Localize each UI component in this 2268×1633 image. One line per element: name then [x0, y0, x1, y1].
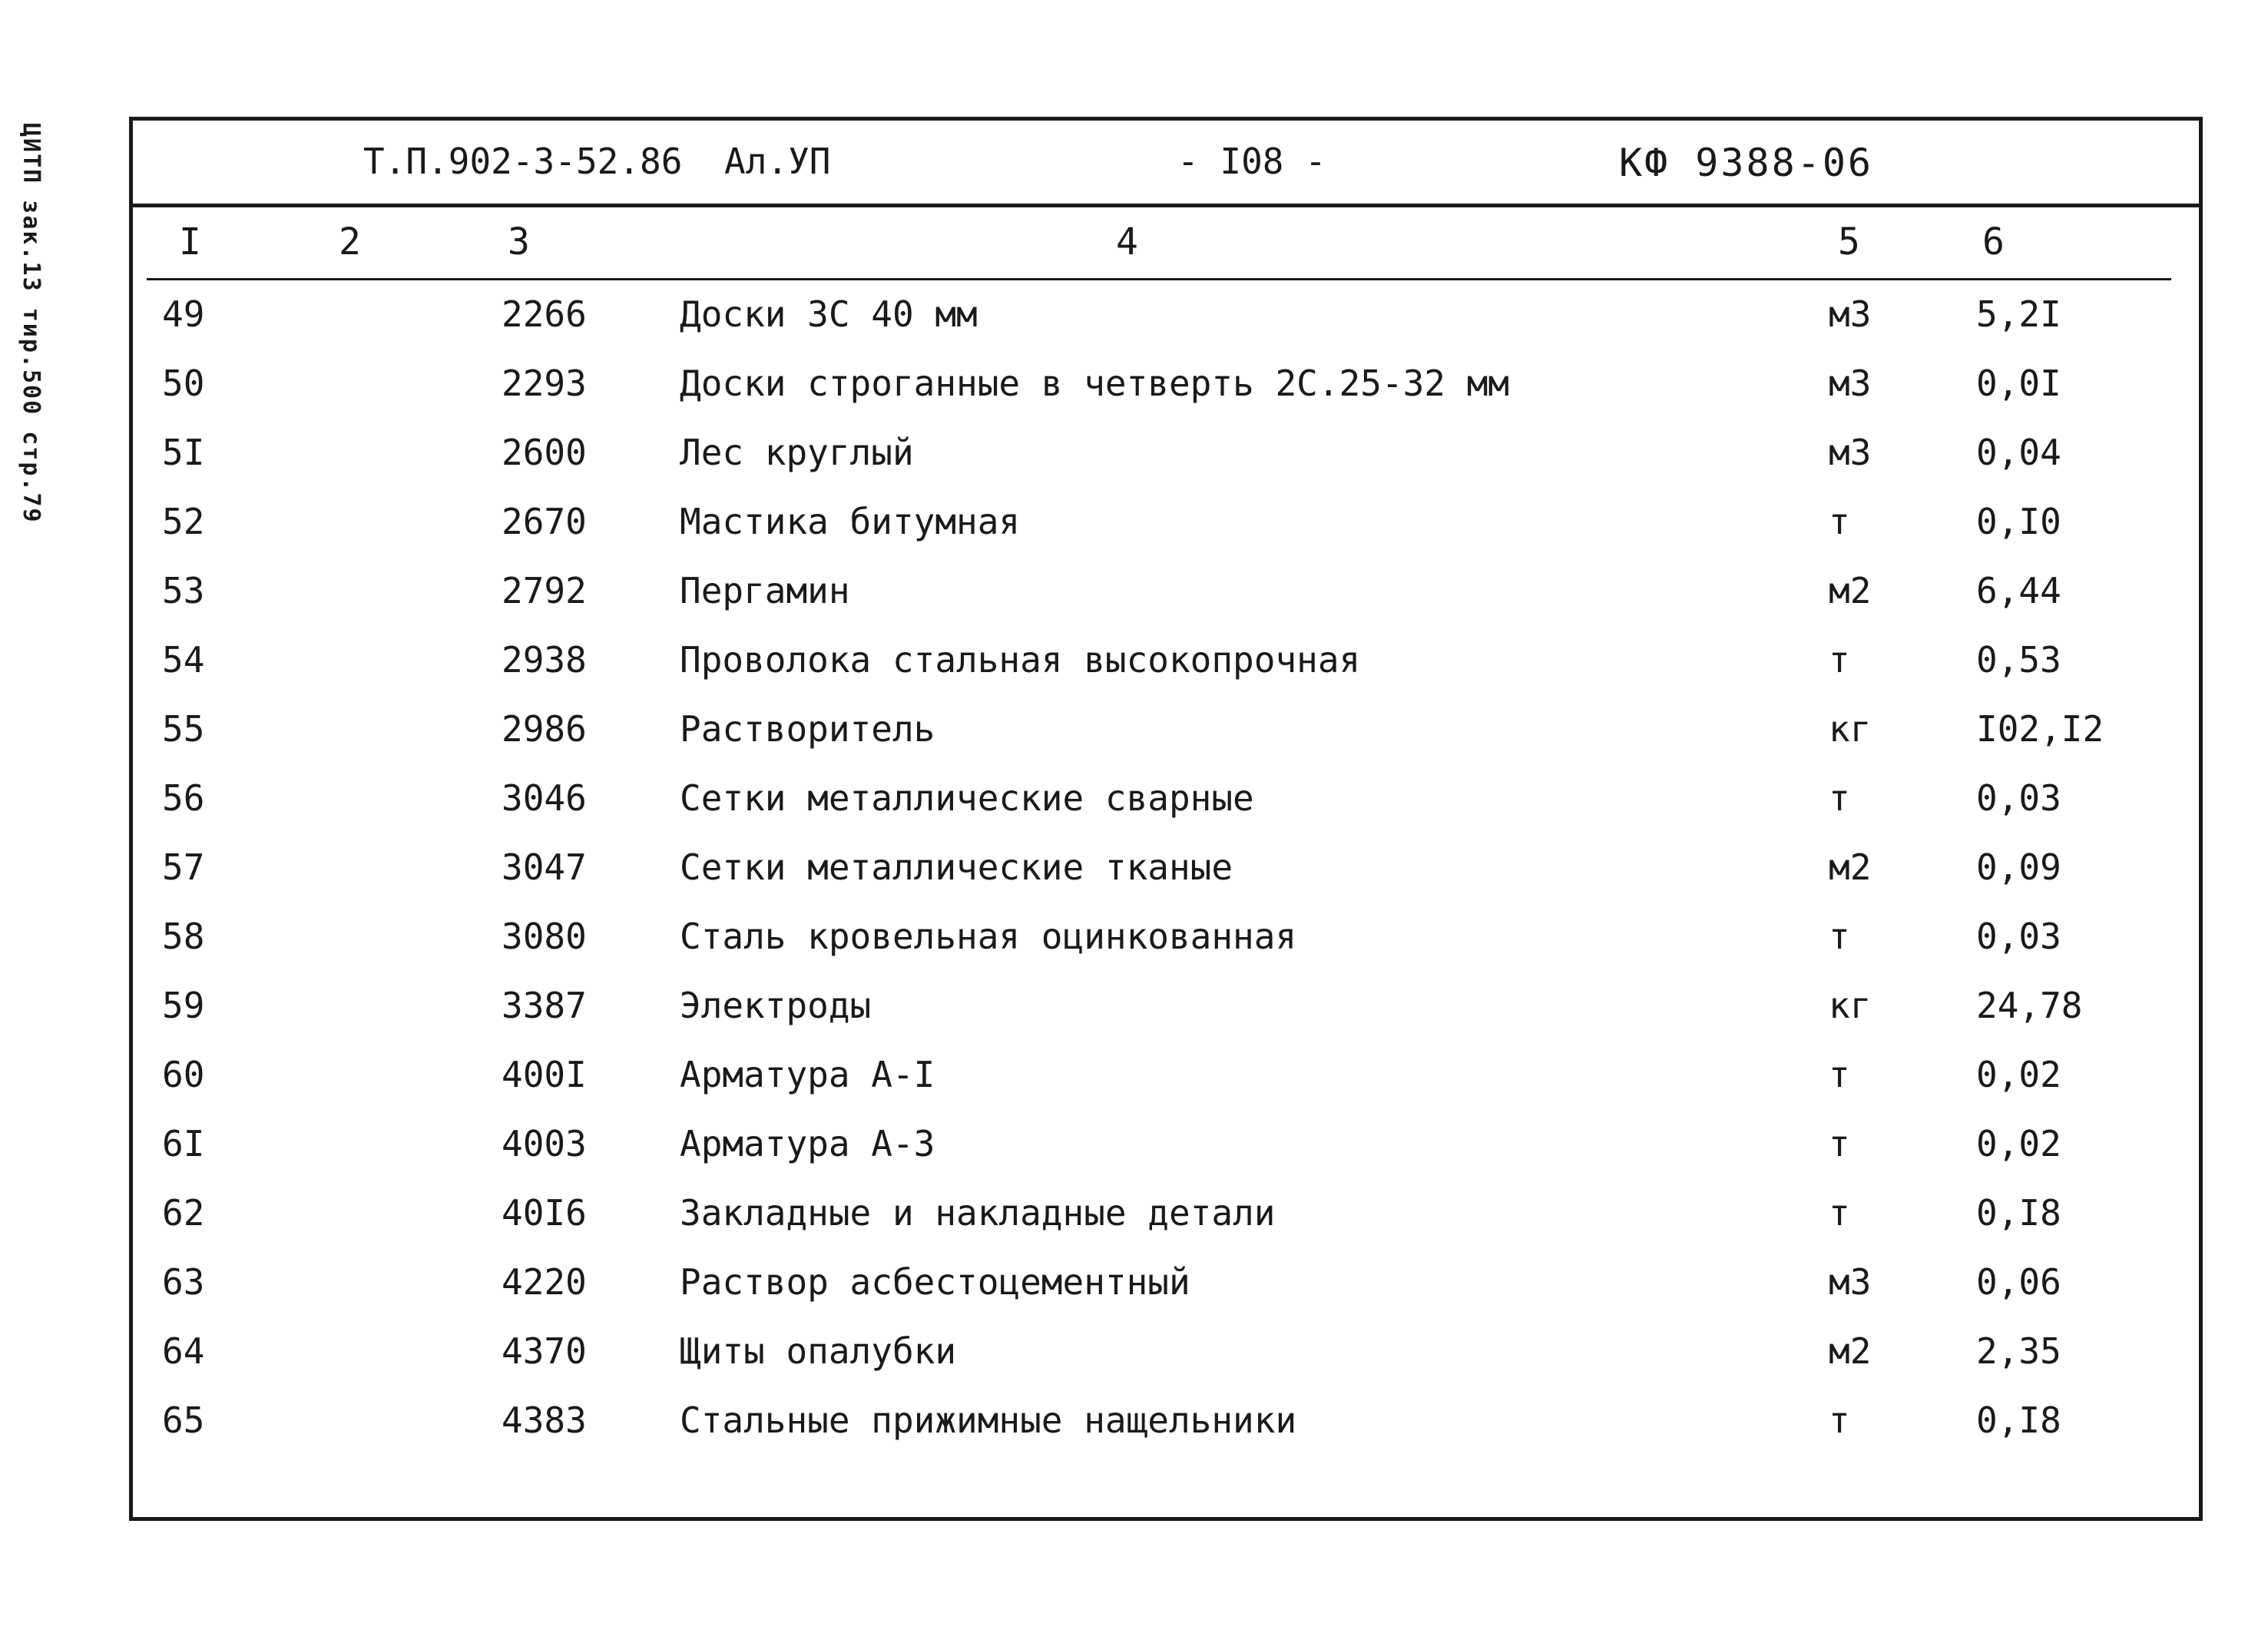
row-number: 60 — [162, 1054, 205, 1095]
material-name: Мастика битумная — [680, 501, 1021, 542]
row-number: 63 — [162, 1261, 205, 1303]
quantity: 0,03 — [1976, 777, 2061, 819]
table-row — [133, 846, 2199, 908]
column-header-4: 4 — [1116, 220, 1138, 263]
material-code: 4003 — [502, 1123, 587, 1164]
unit: т — [1829, 1192, 1850, 1234]
table-row — [133, 708, 2199, 770]
document-sheet — [129, 117, 2203, 1521]
quantity: 0,I8 — [1976, 1399, 2061, 1441]
quantity: 0,03 — [1976, 916, 2061, 957]
unit: т — [1829, 1399, 1850, 1441]
material-code: 2938 — [502, 639, 587, 681]
table-row — [133, 1054, 2199, 1115]
row-number: 58 — [162, 916, 205, 957]
material-name: Сетки металлические тканые — [680, 846, 1233, 888]
table-row — [133, 985, 2199, 1046]
table-row — [133, 293, 2199, 355]
row-number: 6I — [162, 1123, 205, 1164]
row-number: 62 — [162, 1192, 205, 1234]
column-header-1: I — [179, 220, 201, 263]
material-code: 400I — [502, 1054, 587, 1095]
row-number: 57 — [162, 846, 205, 888]
material-name: Лес круглый — [680, 432, 914, 473]
material-code: 3046 — [502, 777, 587, 819]
page-header — [133, 121, 2199, 207]
material-name: Арматура А-I — [680, 1054, 935, 1095]
material-code: 4370 — [502, 1330, 587, 1372]
table-row — [133, 1399, 2199, 1461]
column-header-6: 6 — [1982, 220, 2005, 263]
column-headers — [133, 220, 2199, 274]
material-code: 4383 — [502, 1399, 587, 1441]
quantity: 24,78 — [1976, 985, 2083, 1026]
table-row — [133, 1192, 2199, 1254]
unit: т — [1829, 501, 1850, 542]
quantity: I02,I2 — [1976, 708, 2104, 750]
material-code: 2792 — [502, 570, 587, 611]
material-code: 2600 — [502, 432, 587, 473]
unit: м2 — [1829, 1330, 1872, 1372]
material-code: 2986 — [502, 708, 587, 750]
material-code: 2293 — [502, 363, 587, 404]
material-code: 3387 — [502, 985, 587, 1026]
column-header-5: 5 — [1838, 220, 1860, 263]
material-code: 3080 — [502, 916, 587, 957]
material-name: Стальные прижимные нащельники — [680, 1399, 1297, 1441]
unit: кг — [1829, 985, 1872, 1026]
table-row — [133, 570, 2199, 631]
unit: м2 — [1829, 846, 1872, 888]
unit: м2 — [1829, 570, 1872, 611]
header-rule — [147, 278, 2171, 280]
unit: т — [1829, 1123, 1850, 1164]
material-name: Сетки металлические сварные — [680, 777, 1254, 819]
unit: т — [1829, 777, 1850, 819]
album-label: Ал.УП — [724, 141, 831, 182]
material-name: Доски ЗС 40 мм — [680, 293, 978, 335]
quantity: 0,04 — [1976, 432, 2061, 473]
quantity: 0,02 — [1976, 1123, 2061, 1164]
material-code: 3047 — [502, 846, 587, 888]
quantity: 0,02 — [1976, 1054, 2061, 1095]
unit: м3 — [1829, 1261, 1872, 1303]
quantity: 0,0I — [1976, 363, 2061, 404]
row-number: 65 — [162, 1399, 205, 1441]
table-row — [133, 501, 2199, 562]
material-code: 2266 — [502, 293, 587, 335]
doc-number: Т.П.902-3-52.86 — [363, 141, 683, 182]
material-name: Пергамин — [680, 570, 850, 611]
table-row — [133, 1123, 2199, 1184]
row-number: 54 — [162, 639, 205, 681]
column-header-3: 3 — [508, 220, 530, 263]
column-header-2: 2 — [339, 220, 361, 263]
unit: м3 — [1829, 363, 1872, 404]
unit: т — [1829, 639, 1850, 681]
row-number: 64 — [162, 1330, 205, 1372]
unit: кг — [1829, 708, 1872, 750]
table-row — [133, 1330, 2199, 1392]
unit: т — [1829, 916, 1850, 957]
material-name: Закладные и накладные детали — [680, 1192, 1276, 1234]
material-name: Сталь кровельная оцинкованная — [680, 916, 1297, 957]
row-number: 50 — [162, 363, 205, 404]
table-row — [133, 363, 2199, 424]
row-number: 53 — [162, 570, 205, 611]
page-number: - I08 - — [1177, 141, 1326, 182]
row-number: 59 — [162, 985, 205, 1026]
quantity: 0,I0 — [1976, 501, 2061, 542]
material-name: Арматура А-3 — [680, 1123, 935, 1164]
material-code: 40I6 — [502, 1192, 587, 1234]
material-name: Раствор асбестоцементный — [680, 1261, 1190, 1303]
unit: т — [1829, 1054, 1850, 1095]
material-code: 2670 — [502, 501, 587, 542]
row-number: 56 — [162, 777, 205, 819]
row-number: 55 — [162, 708, 205, 750]
material-code: 4220 — [502, 1261, 587, 1303]
quantity: 2,35 — [1976, 1330, 2061, 1372]
material-name: Щиты опалубки — [680, 1330, 957, 1372]
table-row — [133, 1261, 2199, 1323]
quantity: 0,53 — [1976, 639, 2061, 681]
unit: м3 — [1829, 293, 1872, 335]
document-code: КФ 9388-06 — [1619, 141, 1874, 185]
material-name: Проволока стальная высокопрочная — [680, 639, 1361, 681]
quantity: 5,2I — [1976, 293, 2061, 335]
table-row — [133, 432, 2199, 493]
table-row — [133, 777, 2199, 839]
quantity: 6,44 — [1976, 570, 2061, 611]
quantity: 0,09 — [1976, 846, 2061, 888]
material-name: Доски строганные в четверть 2С.25-32 мм — [680, 363, 1510, 404]
row-number: 5I — [162, 432, 205, 473]
unit: м3 — [1829, 432, 1872, 473]
table-row — [133, 916, 2199, 977]
quantity: 0,06 — [1976, 1261, 2061, 1303]
row-number: 49 — [162, 293, 205, 335]
quantity: 0,I8 — [1976, 1192, 2061, 1234]
material-name: Электроды — [680, 985, 872, 1026]
row-number: 52 — [162, 501, 205, 542]
side-stamp: ЦИТП зак.13 тир.500 стр.79 — [18, 123, 45, 524]
material-name: Растворитель — [680, 708, 935, 750]
table-row — [133, 639, 2199, 701]
